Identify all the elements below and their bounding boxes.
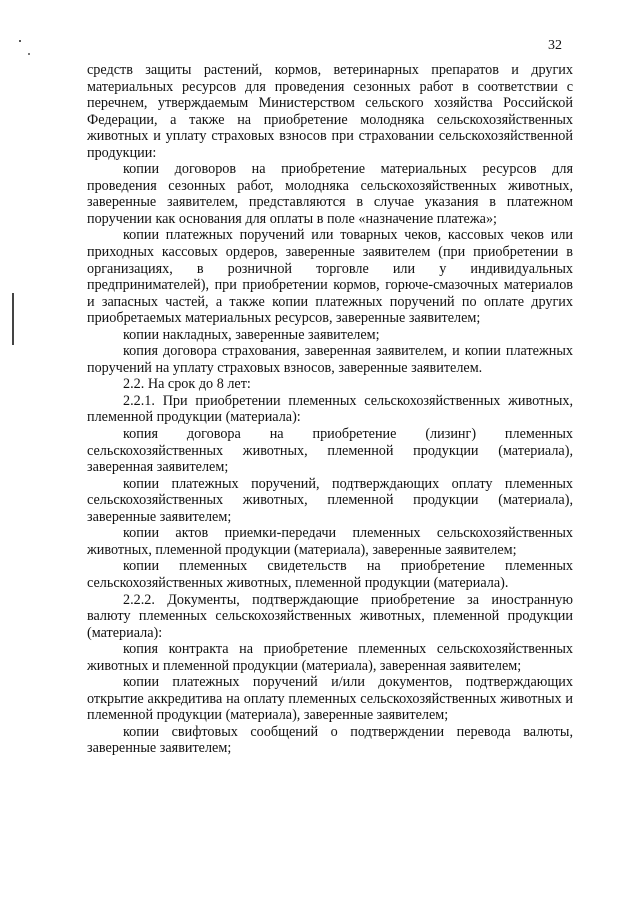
paragraph: копии племенных свидетельств на приобретение племенных сельскохозяйственных животных, племенной продукции (материала). xyxy=(87,558,573,591)
paragraph: копии платежных поручений и/или документов, подтверждающих открытие аккредитива на оплату племенных сельскохозяйственных животных и племенной продукции (материала), заверенные заявителем; xyxy=(87,674,573,724)
paragraph: копия контракта на приобретение племенных сельскохозяйственных животных и племенной продукции (материала), заверенная заявителем; xyxy=(87,641,573,674)
paragraph: 2.2.2. Документы, подтверждающие приобретение за иностранную валюту племенных сельскохозяйственных животных, племенной продукции (материала): xyxy=(87,591,573,641)
section-heading: 2.2. На срок до 8 лет: xyxy=(123,376,251,393)
paragraph: копии актов приемки-передачи племенных сельскохозяйственных животных, племенной продукции (материала), заверенные заявителем; xyxy=(87,525,573,558)
paragraph: копии договоров на приобретение материальных ресурсов для проведения сезонных работ, молодняка сельскохозяйственных животных, заверенные заявителем, представляются в случае указания в платежном поручении как основания для оплаты в поле «назначение платежа»; xyxy=(87,161,573,227)
paragraph: копии свифтовых сообщений о подтверждении перевода валюты, заверенные заявителем; xyxy=(87,723,573,757)
paragraph: 2.2.1. При приобретении племенных сельскохозяйственных животных, племенной продукции (материала): xyxy=(87,392,573,426)
page-number: 32 xyxy=(548,38,562,53)
paragraph: копия договора на приобретение (лизинг) племенных сельскохозяйственных животных, племенной продукции (материала), заверенная заявителем; xyxy=(87,426,573,476)
margin-mark xyxy=(12,293,14,345)
paragraph: средств защиты растений, кормов, ветеринарных препаратов и других материальных ресурсов для проведения сезонных работ в соответствии с перечнем, утверждаемым Министерством сельского хозяйства Российской Федерации, а также на приобретение молодняка сельскохозяйственных животных и уплату страховых взносов при страховании сельскохозяйственной продукции: xyxy=(87,62,573,161)
paragraph: копии платежных поручений, подтверждающих оплату племенных сельскохозяйственных животных, племенной продукции (материала), заверенные заявителем; xyxy=(87,475,573,525)
scan-speck xyxy=(28,53,30,55)
paragraph: копия договора страхования, заверенная заявителем, и копии платежных поручений на уплату страховых взносов, заверенные заявителем. xyxy=(87,343,573,376)
document-body xyxy=(87,62,573,757)
paragraph: копии накладных, заверенные заявителем; xyxy=(123,326,380,343)
paragraph: копии платежных поручений или товарных чеков, кассовых чеков или приходных кассовых ордеров, заверенные заявителем (при приобретении в организациях, в розничной торговле или у индивидуальных предпринимателей), при приобретении кормов, горюче-смазочных материалов и запасных частей, а также копии платежных поручений по оплате других приобретаемых материальных ресурсов, заверенные заявителем; xyxy=(87,227,573,327)
scan-speck xyxy=(19,40,21,42)
